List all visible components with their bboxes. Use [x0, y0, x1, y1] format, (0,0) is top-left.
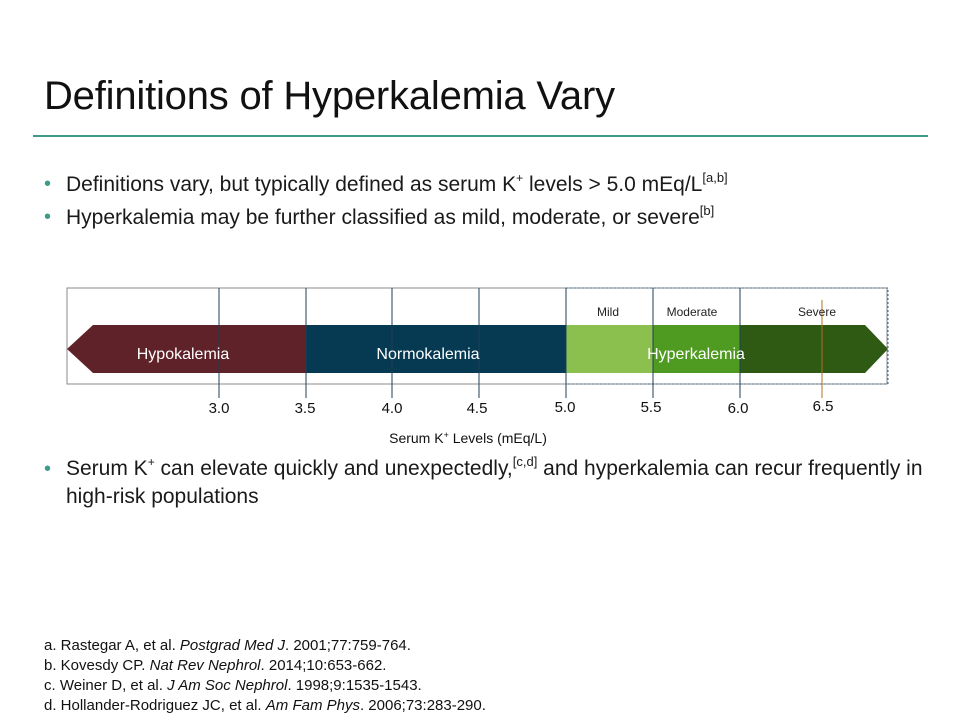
axis-label: Serum K+ Levels (mEq/L) [389, 430, 547, 446]
reference-item: b. Kovesdy CP. Nat Rev Nephrol. 2014;10:653-662. [44, 657, 387, 674]
journal-name: Am Fam Phys [265, 697, 360, 714]
citation: [c,d] [512, 454, 538, 469]
tick-label: 3.5 [294, 400, 316, 417]
tick-label: 5.0 [554, 399, 576, 416]
slide-title: Definitions of Hyperkalemia Vary [44, 74, 615, 118]
tick-label: 4.5 [466, 400, 488, 417]
tick-label: 5.5 [640, 399, 662, 416]
bullet-text: Hyperkalemia may be further classified as mild, moderate, or severe [66, 206, 700, 229]
citation: [b] [699, 203, 715, 218]
tick-label: 4.0 [381, 400, 403, 417]
tick-label: 6.5 [812, 398, 834, 415]
bullet-text-end: and hyperkalemia can recur frequently in high-risk populations [66, 457, 923, 508]
journal-name: Nat Rev Nephrol [149, 657, 261, 674]
severe-band [740, 325, 888, 373]
hyperkalemia-label: Hyperkalemia [647, 346, 745, 363]
bullet-text-rest: levels > 5.0 mEq/L [523, 173, 703, 196]
references [44, 636, 486, 716]
citation: [a,b] [702, 170, 728, 185]
superscript-plus: + [147, 455, 155, 469]
reference-item: d. Hollander-Rodriguez JC, et al. Am Fam Phys. 2006;73:283-290. [44, 697, 486, 714]
severe-label: Severe [797, 305, 837, 319]
journal-name: J Am Soc Nephrol [167, 677, 288, 694]
normokalemia-label: Normokalemia [376, 346, 480, 363]
bullet-item [44, 455, 934, 511]
bullet-text: Definitions vary, but typically defined as serum K [66, 173, 517, 196]
tick-label: 6.0 [727, 400, 749, 417]
bullet-dot-icon: • [44, 173, 52, 195]
hypokalemia-label: Hypokalemia [136, 346, 230, 363]
bullet-dot-icon: • [44, 206, 52, 228]
journal-name: Postgrad Med J [179, 637, 285, 654]
tick-label: 3.0 [208, 400, 230, 417]
bottom-bullet-list [44, 455, 934, 519]
mild-band [566, 325, 653, 373]
mild-label: Mild [596, 305, 620, 319]
bullet-text: Serum K [66, 457, 148, 480]
reference-item: c. Weiner D, et al. J Am Soc Nephrol. 1998;9:1535-1543. [44, 677, 422, 694]
moderate-label: Moderate [666, 305, 718, 319]
reference-item: a. Rastegar A, et al. Postgrad Med J. 2001;77:759-764. [44, 637, 411, 654]
superscript-plus: + [516, 171, 524, 185]
bullet-dot-icon: • [44, 458, 52, 480]
bullet-text-rest: can elevate quickly and unexpectedly, [154, 457, 513, 480]
